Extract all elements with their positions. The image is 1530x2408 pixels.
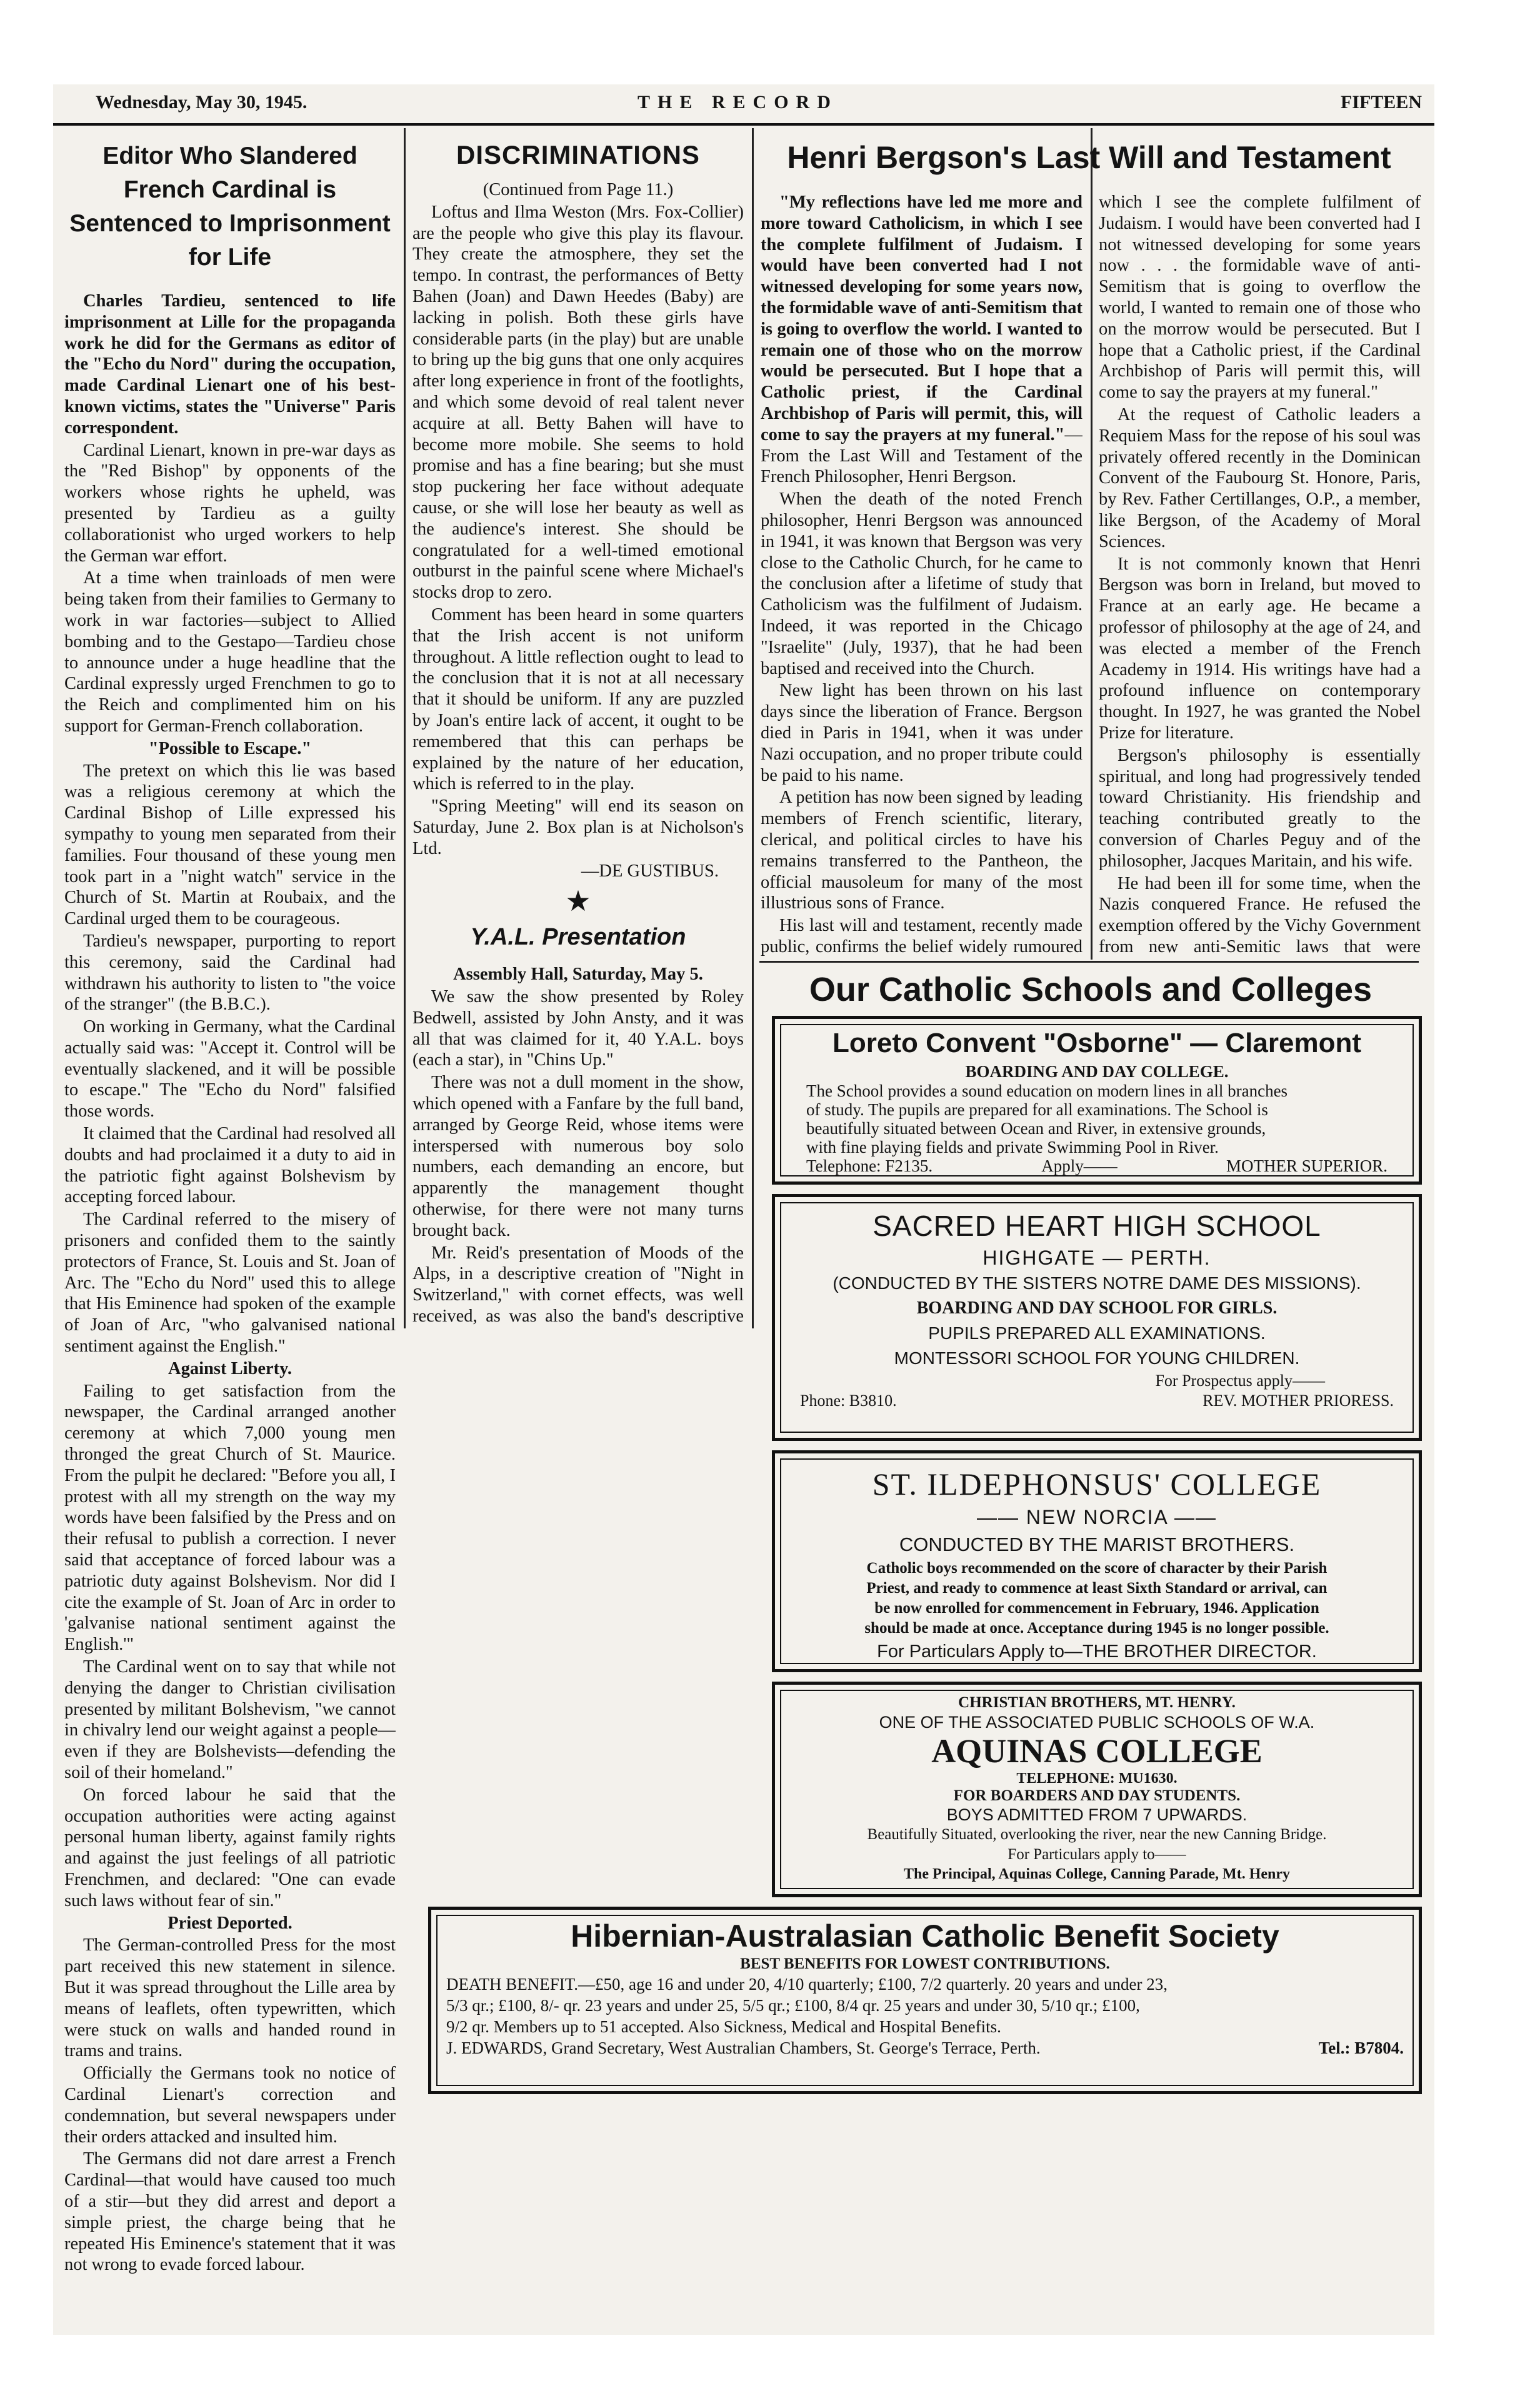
ad-line: ONE OF THE ASSOCIATED PUBLIC SCHOOLS OF W.A. (879, 1713, 1315, 1732)
society-name: Hibernian-Australasian Catholic Benefit Society (571, 1919, 1279, 1954)
paragraph: On working in Germany, what the Cardinal actually said was: "Accept it. Control will be eventually slackened, and it will be possible to escape." The "Echo du Nord" falsified those words. (64, 1017, 396, 1121)
contact-row (806, 1156, 1388, 1175)
subheading: "Possible to Escape." (148, 738, 312, 758)
school-name: SACRED HEART HIGH SCHOOL (872, 1210, 1321, 1242)
section-headline: Y.A.L. Presentation (470, 924, 686, 951)
newspaper-page (53, 84, 1434, 2335)
ad-line: Beautifully Situated, overlooking the river, near the new Canning Bridge. (867, 1826, 1327, 1843)
ad-line: For Particulars Apply to—THE BROTHER DIRECTOR. (877, 1642, 1317, 1662)
ad-line: CHRISTIAN BROTHERS, MT. HENRY. (958, 1694, 1236, 1711)
paragraph: A petition has now been signed by leading members of French scientific, literary, clerical, and political circles to have his remains transferred to the Pantheon, the official mausoleum for many of the most illustrious sons of France. (761, 788, 1082, 913)
ad-line: For Particulars apply to—— (1008, 1846, 1186, 1863)
paragraph: When the death of the noted French philosopher, Henri Bergson was announced in 1941, it was known that Bergson was very close to the Catholic Church, for he came to the conclusion after a lifetime of study that Catholicism was the fulfilment of Judaism. Indeed, it was reported in the Chicago "Israelite" (July, 1937), that he had been baptised and received into the Church. (761, 489, 1082, 678)
ad-line: CONDUCTED BY THE MARIST BROTHERS. (899, 1533, 1295, 1555)
ad-line: 9/2 qr. Members up to 51 accepted. Also Sickness, Medical and Hospital Benefits. (446, 2017, 1001, 2036)
paragraph: The Germans did not dare arrest a French Cardinal—that would have caused too much of a stir—but they did arrest and deport a simple priest, the charge being that he repeated His Eminence's statement that it was not wrong to evade forced labour. (64, 2149, 396, 2275)
article-discriminations (412, 139, 744, 1327)
ad-line: Priest, and ready to commence at least Sixth Standard or arrival, can (866, 1580, 1328, 1597)
masthead (53, 84, 1434, 126)
page-number: FIFTEEN (1340, 92, 1422, 113)
apply-label: Apply—— (1041, 1156, 1118, 1175)
article-lead: Charles Tardieu, sentenced to life imprisonment at Lille for the propaganda work he did for the Germans as editor of the "Echo du Nord" during the occupation, made Cardinal Lienart one of his best-known victims, states the "Universe" Paris correspondent. (64, 291, 396, 438)
paragraph: New light has been thrown on his last days since the liberation of France. Bergson died in Paris in 1941, when it was under Nazi occupation, and no proper tribute could be paid to his name. (761, 681, 1082, 785)
paragraph: The German-controlled Press for the most part received this new statement in silence. But it was spread throughout the Lille area by means of leaflets, often typewritten, which were stuck on walls and handed round in trams and trains. (64, 1935, 396, 2061)
section-rule (759, 961, 1419, 963)
column-rule (404, 128, 406, 1328)
ad-line: BOARDING AND DAY SCHOOL FOR GIRLS. (916, 1298, 1278, 1318)
article-cardinal-lienart (64, 139, 396, 2293)
ad-line: MONTESSORI SCHOOL FOR YOUNG CHILDREN. (894, 1348, 1300, 1368)
paragraph: Loftus and Ilma Weston (Mrs. Fox-Collier) are the people who give this play its flavour. They create the atmosphere, they set the tempo. In contrast, the performances of Betty Bahen (Joan) and Dawn Heedes (Baby) are lacking in polish. Both these girls have considerable parts (in the play) but are unable to bring up the big guns that one only acquires after long experience in front of the footlights, and which some devoid of real talent never acquire at all. Betty Bahen will have to become more mobile. She seems to hold promise and has a fine bearing; but she must stop puckering her face without adequate cause, or she will lose her beauty as well as the audience's interest. She should be congratulated for a well-timed emotional outburst in the painful scene where Michael's stocks drop to zero. (412, 202, 744, 603)
ad-line: beautifully situated between Ocean and River, in extensive grounds, (806, 1119, 1266, 1138)
article-headline: Henri Bergson's Last Will and Testament (787, 140, 1391, 175)
subheading: Against Liberty. (168, 1358, 292, 1378)
school-name: AQUINAS COLLEGE (931, 1732, 1262, 1770)
phone-number: TELEPHONE: MU1630. (1016, 1770, 1178, 1787)
contact-row (775, 1391, 1419, 1411)
school-type: BOARDING AND DAY COLLEGE. (965, 1062, 1229, 1081)
paragraph: It claimed that the Cardinal had resolved all doubts and had proclaimed it a duty to aid in the patriotic fight against Bolshevism by accepting forced labour. (64, 1124, 396, 1207)
subheading: Priest Deported. (168, 1913, 292, 1933)
school-location: HIGHGATE — PERTH. (982, 1247, 1211, 1269)
issue-date: Wednesday, May 30, 1945. (96, 92, 308, 113)
school-name: ST. ILDEPHONSUS' COLLEGE (872, 1467, 1322, 1502)
society-tagline: BEST BENEFITS FOR LOWEST CONTRIBUTIONS. (740, 1955, 1110, 1972)
paragraph: "Spring Meeting" will end its season on Saturday, June 2. Box plan is at Nicholson's Ltd. (412, 796, 744, 858)
star-icon: ★ (565, 885, 591, 918)
article-bergson-header (759, 139, 1419, 196)
apply-label: For Prospectus apply—— (1155, 1372, 1325, 1390)
column-rule (1091, 128, 1092, 960)
ad-line: Catholic boys recommended on the score of character by their Parish (866, 1560, 1328, 1577)
contact-row (446, 2037, 1404, 2059)
paragraph: Mr. Reid's presentation of Moods of the Alps, in a descriptive creation of "Night in Switzerland," with cornet effects, was well received, as was also the band's descriptive (412, 1243, 744, 1327)
ad-line: The Principal, Aquinas College, Canning Parade, Mt. Henry (903, 1866, 1291, 1882)
ad-line: (CONDUCTED BY THE SISTERS NOTRE DAME DES MISSIONS). (832, 1273, 1361, 1293)
ad-line: DEATH BENEFIT.—£50, age 16 and under 20, 4/10 quarterly; £100, 7/2 quarterly. 20 years and under 23, (446, 1975, 1168, 1994)
ad-line: The School provides a sound education on modern lines in all branches (806, 1081, 1288, 1100)
contact-name: MOTHER SUPERIOR. (1226, 1156, 1388, 1175)
paragraph: Cardinal Lienart, known in pre-war days as the "Red Bishop" by opponents of the workers whose rights he upheld, was presented by Tardieu as a guilty collaborationist who urged workers to help the German war effort. (64, 440, 396, 566)
contact-name: REV. MOTHER PRIORESS. (1202, 1392, 1394, 1410)
byline: —DE GUSTIBUS. (581, 861, 719, 881)
continued-note: (Continued from Page 11.) (482, 180, 674, 199)
paragraph: Tardieu's newspaper, purporting to report this ceremony, said the Cardinal had withdrawn his authority to listen to "the voice of the stranger" (the B.B.C.). (64, 931, 396, 1015)
phone-number: Phone: B3810. (800, 1392, 897, 1410)
article-headline: DISCRIMINATIONS (456, 140, 700, 169)
ad-line: 5/3 qr.; £100, 8/- qr. 23 years and under 25, 5/5 qr.; £100, 8/4 qr. 25 years and under 30, 5/10 qr.; £100, (446, 1996, 1140, 2015)
paragraph: There was not a dull moment in the show, which opened with a Fanfare by the full band, arranged by George Reid, whose items were interspersed with numerous boy solo numbers, each demanding an encore, but apparently the management thought otherwise, for there were not many turns brought back. (412, 1073, 744, 1240)
paragraph: Officially the Germans took no notice of Cardinal Lienart's correction and condemnation, but several newspapers under their orders attacked and insulted him. (64, 2064, 396, 2147)
ad-line: BOYS ADMITTED FROM 7 UPWARDS. (946, 1805, 1248, 1824)
article-bergson-col-b (1099, 192, 1421, 958)
paragraph: Failing to get satisfaction from the newspaper, the Cardinal arranged another ceremony at which 7,000 young men thronged the great Church of St. Maurice. From the pulpit he declared: "Before you all, I protest with all my strength on the way my words have been falsified by the Press and on their refusal to publish a correction. I never said that acceptance of forced labour was a patriotic duty against Bolshevism. Nor did I cite the example of St. Joan of Arc in order to 'galvanise national sentiment against the English.'" (64, 1381, 396, 1655)
st-ildephonsus-ad (772, 1450, 1422, 1672)
ad-line: PUPILS PREPARED ALL EXAMINATIONS. (928, 1323, 1266, 1343)
ad-line: should be made at once. Acceptance during 1945 is no longer possible. (864, 1620, 1329, 1637)
paragraph: At a time when trainloads of men were being taken from their families to Germany to work in war factories—subject to Allied bombing and to the Gestapo—Tardieu chose to announce under a huge headline that the Cardinal expressly urged Frenchmen to go to the Reich and complimented him on his support for German-French collaboration. (64, 568, 396, 736)
paragraph: The Cardinal went on to say that while not denying the danger to Christian civilisation presented by militant Bolshevism, "we cannot in chivalry lend our weight against a people—even if they are Bolshevists—defending the soil of their homeland." (64, 1657, 396, 1782)
subheading: Assembly Hall, Saturday, May 5. (453, 965, 703, 985)
ad-line: of study. The pupils are prepared for all examinations. The School is (806, 1100, 1268, 1119)
paragraph: On forced labour he said that the occupation authorities were acting against personal human liberty, against family rights and against the just feelings of all patriotic Frenchmen, and declared: "One can evade such laws without fear of sin." (64, 1785, 396, 1910)
newspaper-title: THE RECORD (638, 92, 838, 113)
schools-section-title: Our Catholic Schools and Colleges (809, 971, 1372, 1008)
loreto-convent-ad (772, 1016, 1422, 1185)
paragraph: The Cardinal referred to the misery of prisoners and confided them to the saintly protectors of France, St. Louis and St. Joan of Arc. The "Echo du Nord" used this to allege that His Eminence had spoken of the example of Joan of Arc, "who galvanised national sentiment against the English." (64, 1210, 396, 1357)
aquinas-college-ad (772, 1682, 1422, 1897)
paragraph: He had been ill for some time, when the Nazis conquered France. He refused the exemption offered by the Vichy Government from new anti-Semitic laws that were (1099, 873, 1421, 956)
paragraph: Comment has been heard in some quarters that the Irish accent is not uniform throughout. A little reflection ought to lead to the conclusion that it is not at all necessary that it should be uniform. If any are puzzled by Joan's entire lack of accent, it ought to be remembered that this can perhaps be explained by the nature of her education, which is referred to in the play. (412, 605, 744, 794)
article-bergson-col-a (761, 192, 1082, 958)
ad-line: FOR BOARDERS AND DAY STUDENTS. (953, 1787, 1241, 1804)
paragraph: The pretext on which this lie was based was a religious ceremony at which the Cardinal Bishop of Lille expressed his sympathy to young men separated from their families. Four thousand of these young men took part in a "night watch" service in the Church of St. Martin at Roubaix, and the Cardinal urged them to be courageous. (64, 761, 396, 929)
paragraph: which I see the complete fulfilment of Judaism. I would have been converted had I not witnessed developing for some years now . . . the formidable wave of anti-Semitism that is going to overflow the world, I wanted to remain one of those who on the morrow would be persecuted. But I hope that a Catholic priest, if the Cardinal Archbishop of Paris will permit this, will come to say the prayers at my funeral." (1099, 193, 1421, 403)
sacred-heart-ad (772, 1194, 1422, 1441)
phone-number: Tel.: B7804. (1318, 2039, 1404, 2057)
paragraph: His last will and testament, recently made public, confirms the belief widely rumoured (761, 916, 1082, 956)
paragraph: It is not commonly known that Henri Bergson was born in Ireland, but moved to France at an early age. He became a professor of philosophy at the age of 24, and was elected a member of the French Academy in 1914. His writings have had a profound influence on contemporary thought. In 1927, he was granted the Nobel Prize for literature. (1099, 554, 1421, 743)
column-rule (752, 128, 754, 1328)
article-headline: Editor Who Slandered French Cardinal is Sentenced to Imprisonment for Life (69, 143, 391, 271)
phone-number: Telephone: F2135. (806, 1156, 933, 1175)
school-name: Loreto Convent "Osborne" — Claremont (832, 1028, 1361, 1058)
paragraph: At the request of Catholic leaders a Requiem Mass for the repose of his soul was privately offered recently in the Dominican Convent of the Faubourg St. Honore, Paris, by Rev. Father Certillanges, O.P., a member, like Bergson, of the Academy of Moral Sciences. (1099, 404, 1421, 551)
ad-line: with fine playing fields and private Swimming Pool in River. (806, 1138, 1219, 1156)
contact-name: J. EDWARDS, Grand Secretary, West Australian Chambers, St. George's Terrace, Perth. (446, 2039, 1041, 2057)
ad-line: be now enrolled for commencement in February, 1946. Application (874, 1600, 1319, 1617)
hibernian-society-ad (428, 1907, 1422, 2094)
paragraph: Bergson's philosophy is essentially spiritual, and long had progressively tended toward Christianity. His friendship and teaching contributed greatly to the conversion of Charles Peguy and of the philosopher, Jacques Maritain, and his wife. (1099, 745, 1421, 871)
quote-lead: "My reflections have led me more and more toward Catholicism, in which I see the complete fulfilment of Judaism. I would have been converted had I not witnessed developing for some years now, the formidable wave of anti-Semitism that is going to overflow the world. I wanted to remain one of those who on the morrow would be persecuted. But I hope that a Catholic priest, if the Cardinal Archbishop of Paris will permit, this, will come to say the prayers at my funeral."—From the Last Will and Testament of the French Philosopher, Henri Bergson. (761, 193, 1082, 487)
paragraph: We saw the show presented by Roley Bedwell, assisted by John Ansty, and it was all that was claimed for it, 40 Y.A.L. boys (each a star), in "Chins Up." (412, 987, 744, 1070)
school-location: —— NEW NORCIA —— (976, 1506, 1217, 1528)
